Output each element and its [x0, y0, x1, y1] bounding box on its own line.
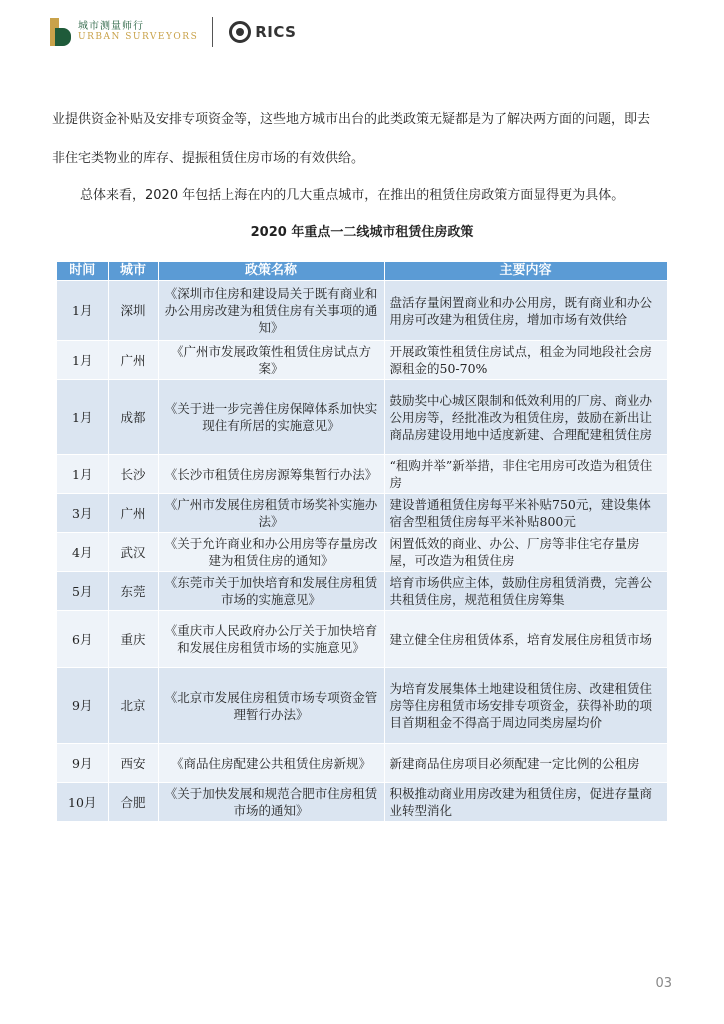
cell-policy-name: 《商品住房配建公共租赁住房新规》: [158, 744, 384, 783]
cell-main-content: 开展政策性租赁住房试点，租金为同地段社会房源租金的50-70%: [384, 341, 667, 380]
cell-time: 1月: [57, 380, 108, 455]
cell-time: 1月: [57, 281, 108, 341]
paragraph-2: 非住宅类物业的库存、提振租赁住房市场的有效供给。: [52, 151, 365, 166]
cell-city: 成都: [108, 380, 158, 455]
cell-time: 1月: [57, 455, 108, 494]
cell-city: 深圳: [108, 281, 158, 341]
cell-city: 合肥: [108, 783, 158, 822]
header: [50, 14, 296, 50]
table-row: [57, 533, 667, 572]
cell-time: 5月: [57, 572, 108, 611]
cell-policy-name: 《广州市发展住房租赁市场奖补实施办法》: [158, 494, 384, 533]
cell-city: 东莞: [108, 572, 158, 611]
page-number: 03: [655, 976, 672, 991]
cell-policy-name: 《重庆市人民政府办公厅关于加快培育和发展住房租赁市场的实施意见》: [158, 611, 384, 668]
table-row: [57, 281, 667, 341]
cell-city: 北京: [108, 668, 158, 744]
rics-lion-icon: [229, 21, 251, 43]
cell-main-content: 新建商品住房项目必须配建一定比例的公租房: [384, 744, 667, 783]
rics-logo-text: RICS: [255, 23, 297, 41]
cell-time: 10月: [57, 783, 108, 822]
table-row: [57, 380, 667, 455]
paragraph-3: 总体来看，2020 年包括上海在内的几大重点城市，在推出的租赁住房政策方面显得更为具体。: [80, 188, 625, 203]
cell-policy-name: 《长沙市租赁住房房源筹集暂行办法》: [158, 455, 384, 494]
cell-policy-name: 《东莞市关于加快培育和发展住房租赁市场的实施意见》: [158, 572, 384, 611]
rics-logo: [229, 21, 296, 43]
cell-city: 武汉: [108, 533, 158, 572]
cell-time: 6月: [57, 611, 108, 668]
cell-time: 9月: [57, 668, 108, 744]
cell-city: 广州: [108, 341, 158, 380]
cell-time: 4月: [57, 533, 108, 572]
header-time: 时间: [57, 262, 108, 281]
cell-city: 长沙: [108, 455, 158, 494]
header-city: 城市: [108, 262, 158, 281]
table-row: [57, 668, 667, 744]
table-row: [57, 783, 667, 822]
table-header-row: [57, 262, 667, 281]
cell-time: 1月: [57, 341, 108, 380]
table-row: [57, 494, 667, 533]
header-policy-name: 政策名称: [158, 262, 384, 281]
urban-surveyors-logo: [50, 18, 198, 46]
paragraph-1: 业提供资金补贴及安排专项资金等，这些地方城市出台的此类政策无疑都是为了解决两方面的问题，即去: [52, 112, 651, 127]
table-row: [57, 744, 667, 783]
cell-city: 重庆: [108, 611, 158, 668]
cell-city: 广州: [108, 494, 158, 533]
table-row: [57, 611, 667, 668]
table-row: [57, 341, 667, 380]
cell-policy-name: 《广州市发展政策性租赁住房试点方案》: [158, 341, 384, 380]
cell-main-content: 鼓励奖中心城区限制和低效利用的厂房、商业办公用房等，经批准改为租赁住房，鼓励在新出让商品房建设用地中适度新建、合理配建租赁住房: [384, 380, 667, 455]
logo-divider: [212, 17, 213, 47]
cell-main-content: 为培育发展集体土地建设租赁住房、改建租赁住房等住房租赁市场安排专项资金，获得补助的项目首期租金不得高于周边同类房屋均价: [384, 668, 667, 744]
cell-city: 西安: [108, 744, 158, 783]
table-title: 2020 年重点一二线城市租赁住房政策: [250, 225, 474, 240]
urban-logo-en: URBAN SURVEYORS: [78, 31, 199, 42]
cell-policy-name: 《关于进一步完善住房保障体系加快实现住有所居的实施意见》: [158, 380, 384, 455]
cell-main-content: 积极推动商业用房改建为租赁住房，促进存量商业转型消化: [384, 783, 667, 822]
urban-logo-cn: 城市测量师行: [78, 21, 144, 33]
cell-time: 3月: [57, 494, 108, 533]
header-main-content: 主要内容: [384, 262, 667, 281]
cell-main-content: 盘活存量闲置商业和办公用房，既有商业和办公用房可改建为租赁住房，增加市场有效供给: [384, 281, 667, 341]
cell-policy-name: 《关于允许商业和办公用房等存量房改建为租赁住房的通知》: [158, 533, 384, 572]
policy-table: [57, 262, 668, 821]
cell-main-content: “租购并举”新举措，非住宅用房可改造为租赁住房: [384, 455, 667, 494]
cell-policy-name: 《北京市发展住房租赁市场专项资金管理暂行办法》: [158, 668, 384, 744]
cell-time: 9月: [57, 744, 108, 783]
cell-main-content: 培育市场供应主体，鼓励住房租赁消费，完善公共租赁住房，规范租赁住房筹集: [384, 572, 667, 611]
urban-logo-icon: [50, 18, 72, 46]
cell-policy-name: 《深圳市住房和建设局关于既有商业和办公用房改建为租赁住房有关事项的通知》: [158, 281, 384, 341]
table-row: [57, 455, 667, 494]
cell-policy-name: 《关于加快发展和规范合肥市住房租赁市场的通知》: [158, 783, 384, 822]
cell-main-content: 建设普通租赁住房每平米补贴750元，建设集体宿舍型租赁住房每平米补贴800元: [384, 494, 667, 533]
table-row: [57, 572, 667, 611]
cell-main-content: 建立健全住房租赁体系，培育发展住房租赁市场: [384, 611, 667, 668]
cell-main-content: 闲置低效的商业、办公、厂房等非住宅存量房屋，可改造为租赁住房: [384, 533, 667, 572]
